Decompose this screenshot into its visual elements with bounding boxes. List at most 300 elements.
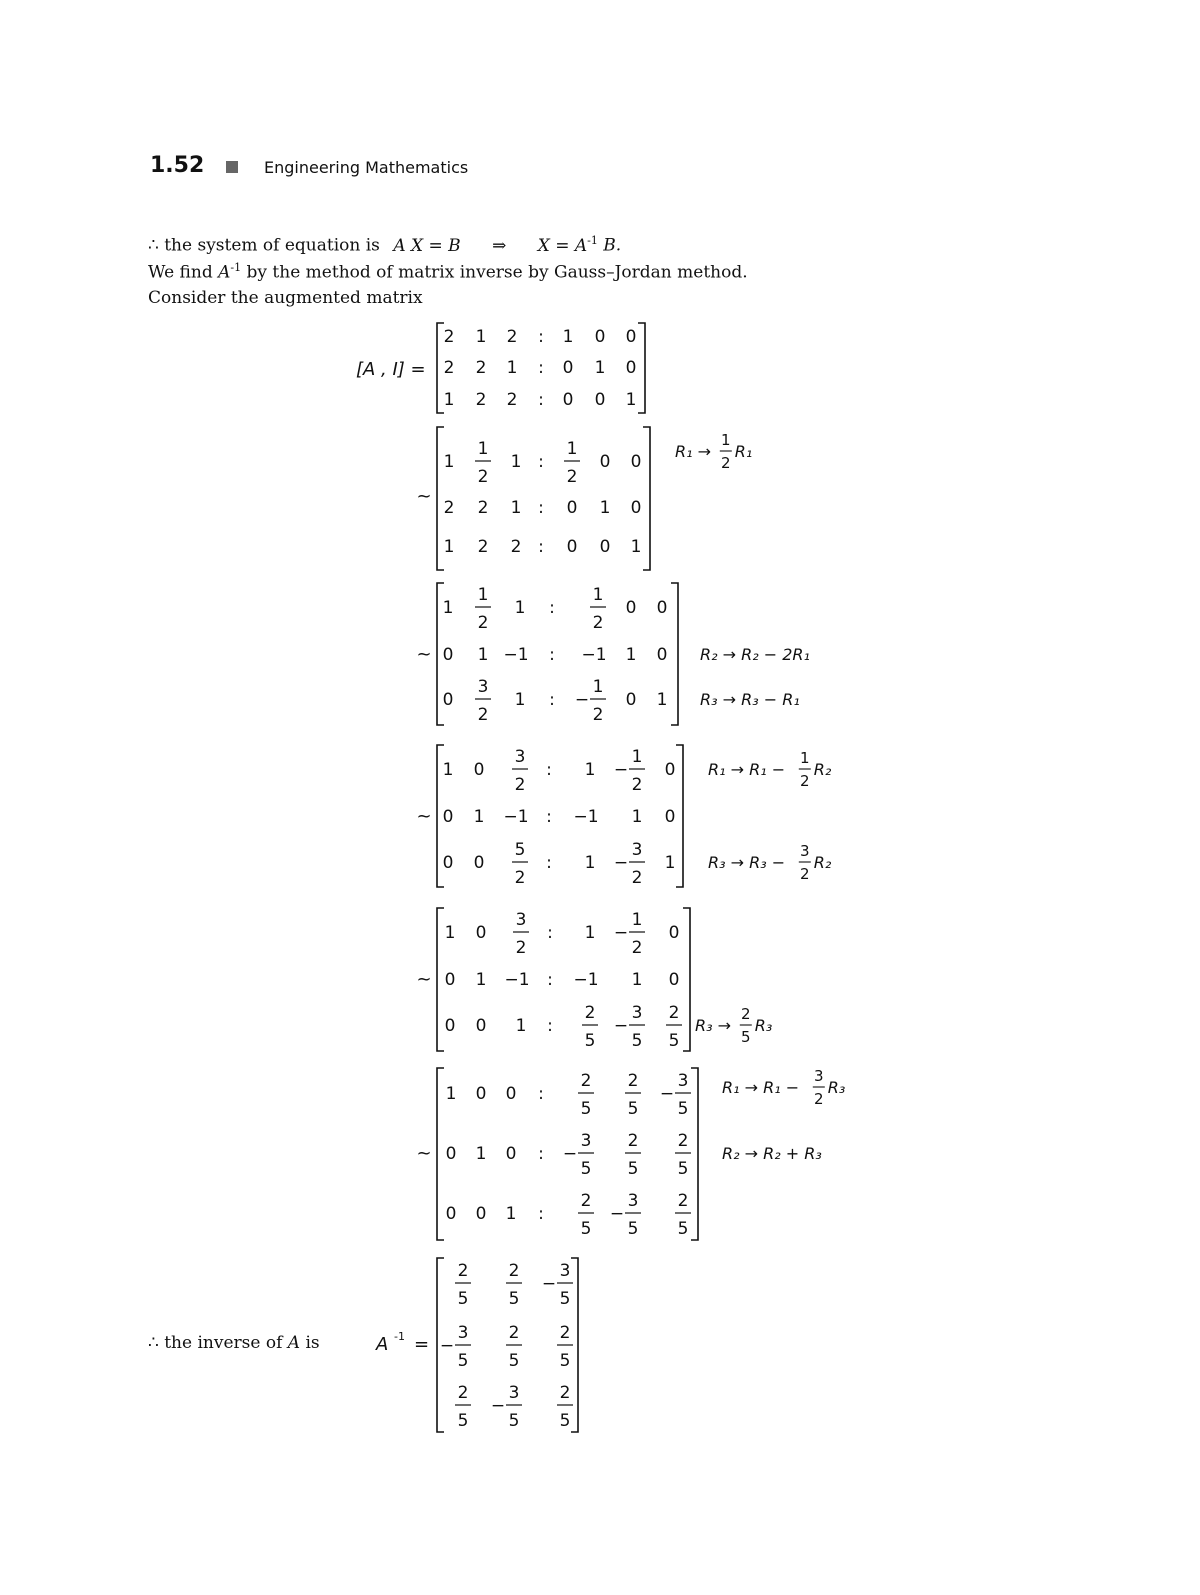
fraction-numerator: 1 xyxy=(477,585,489,605)
matrix-cell xyxy=(614,840,645,888)
inverse-cell xyxy=(440,1323,471,1371)
inverse-cell xyxy=(491,1383,522,1431)
matrix-number: 1 xyxy=(442,760,454,780)
fraction-denominator: 2 xyxy=(566,467,578,487)
fraction-numerator: 3 xyxy=(515,910,527,930)
right-bracket xyxy=(683,908,690,1051)
matrix-cell xyxy=(626,645,637,665)
matrix-cell xyxy=(475,585,491,633)
line2-A: A xyxy=(218,262,231,283)
fraction-numerator: 2 xyxy=(559,1323,571,1343)
matrix-cell xyxy=(506,1204,517,1224)
matrix-cell xyxy=(445,923,456,943)
equivalence-tilde: ~ xyxy=(416,969,432,990)
matrix-number: 1 xyxy=(475,1144,487,1164)
matrix-number: 1 xyxy=(443,390,455,410)
matrix-cell xyxy=(446,1204,457,1224)
row-operation xyxy=(722,1144,822,1163)
matrix-number: 0 xyxy=(594,390,606,410)
matrix-cell xyxy=(573,807,598,827)
matrix-separator: : xyxy=(538,452,544,472)
matrix-separator: : xyxy=(538,498,544,518)
matrix-number: 0 xyxy=(625,690,637,710)
line2-b: by the method of matrix inverse by Gauss–Jordan method. xyxy=(246,262,748,283)
fraction-denominator: 2 xyxy=(477,467,489,487)
matrix-cell xyxy=(478,645,489,665)
matrix-cell xyxy=(444,358,455,378)
right-bracket xyxy=(691,1068,698,1240)
matrix-cell xyxy=(657,645,668,665)
matrix-separator: : xyxy=(547,1016,553,1036)
inverse-is: is xyxy=(305,1333,320,1353)
matrix-cell xyxy=(585,760,596,780)
eq-b: B. xyxy=(603,235,622,256)
matrix-number: 0 xyxy=(599,537,611,557)
matrix-cell xyxy=(503,645,528,665)
fraction-denominator: 2 xyxy=(477,613,489,633)
matrix-cell xyxy=(600,498,611,518)
matrix-number: 0 xyxy=(475,923,487,943)
left-bracket xyxy=(437,1068,444,1240)
fraction-numerator: 1 xyxy=(631,910,643,930)
matrix-cell xyxy=(445,1016,456,1036)
row-op-text: R₃ xyxy=(827,1078,846,1097)
row-operation xyxy=(708,842,832,883)
matrix-number: 0 xyxy=(668,970,680,990)
matrix-separator: : xyxy=(546,760,552,780)
minus-sign: − xyxy=(562,1144,578,1164)
matrix-number: 1 xyxy=(625,645,637,665)
matrix-cell xyxy=(657,598,668,618)
row-op-text: R₂ xyxy=(813,760,832,779)
row-op-text: R₁ → R₁ − xyxy=(708,760,786,779)
matrix-number: 0 xyxy=(473,853,485,873)
matrix-number: 1 xyxy=(630,537,642,557)
matrix-cell xyxy=(595,390,606,410)
matrix-separator: : xyxy=(538,1144,544,1164)
matrix-number: 1 xyxy=(514,598,526,618)
matrix-separator: : xyxy=(549,645,555,665)
fraction-numerator: 2 xyxy=(508,1323,520,1343)
row-operation xyxy=(700,690,800,709)
matrix-cell xyxy=(504,970,529,990)
matrix-number: 1 xyxy=(562,327,574,347)
matrix-number: 2 xyxy=(510,537,522,557)
matrix-number: 0 xyxy=(442,645,454,665)
fraction-numerator: 2 xyxy=(584,1003,596,1023)
matrix-cell xyxy=(626,390,637,410)
matrix-cell xyxy=(506,1084,517,1104)
matrix-number: 1 xyxy=(625,390,637,410)
matrix-separator: : xyxy=(546,807,552,827)
matrix-separator: : xyxy=(538,327,544,347)
fraction-numerator: 3 xyxy=(631,840,643,860)
matrix-number: 1 xyxy=(664,853,676,873)
row-operation xyxy=(675,431,752,472)
fraction-numerator: 2 xyxy=(668,1003,680,1023)
matrix-cell xyxy=(573,970,598,990)
matrix-cell xyxy=(590,585,606,633)
minus-sign: − xyxy=(613,923,629,943)
fraction-denominator: 5 xyxy=(627,1159,639,1179)
matrix-cell xyxy=(578,1191,594,1239)
matrix-cell xyxy=(578,1071,594,1119)
matrix-cell xyxy=(563,358,574,378)
matrix-cell xyxy=(631,498,642,518)
matrix-cell xyxy=(567,537,578,557)
matrix-number: 1 xyxy=(473,807,485,827)
matrix-cell xyxy=(665,807,676,827)
matrix-number: 0 xyxy=(625,358,637,378)
fraction-numerator: 3 xyxy=(627,1191,639,1211)
matrix-number: 0 xyxy=(594,327,606,347)
matrix-number: 0 xyxy=(664,807,676,827)
fraction-denominator: 5 xyxy=(580,1099,592,1119)
row-op-denominator: 5 xyxy=(741,1028,751,1046)
matrix-separator: : xyxy=(549,690,555,710)
matrix-number: −1 xyxy=(503,807,529,827)
fraction-numerator: 2 xyxy=(457,1261,469,1281)
matrix-cell xyxy=(625,1131,641,1179)
matrix-cell xyxy=(444,537,455,557)
matrix-separator: : xyxy=(538,1084,544,1104)
minus-sign: − xyxy=(490,1396,506,1416)
matrix-separator: : xyxy=(538,390,544,410)
fraction-denominator: 5 xyxy=(457,1411,469,1431)
matrix-cell xyxy=(631,452,642,472)
matrix-number: 2 xyxy=(443,358,455,378)
row-op-text: R₃ → R₃ − xyxy=(708,853,786,872)
implies-symbol: ⇒ xyxy=(492,235,507,256)
fraction-denominator: 5 xyxy=(677,1099,689,1119)
matrix-cell xyxy=(444,327,455,347)
matrix-cell xyxy=(476,1084,487,1104)
matrix-number: 0 xyxy=(475,1204,487,1224)
matrix-cell xyxy=(443,807,454,827)
matrix-cell xyxy=(600,537,611,557)
sup-inverse: -1 xyxy=(587,234,598,247)
matrix-cell xyxy=(512,840,528,888)
matrix-cell xyxy=(445,970,456,990)
fraction-denominator: 5 xyxy=(627,1219,639,1239)
eq-x-ainv: X = A xyxy=(537,235,588,256)
matrix-cell xyxy=(444,390,455,410)
matrix-separator: : xyxy=(549,598,555,618)
minus-sign: − xyxy=(659,1084,675,1104)
matrix-number: 2 xyxy=(477,537,489,557)
matrix-cell xyxy=(626,327,637,347)
matrix-cell xyxy=(600,452,611,472)
fraction-denominator: 2 xyxy=(592,705,604,725)
matrix-number: 2 xyxy=(506,327,518,347)
fraction-denominator: 2 xyxy=(514,775,526,795)
row-op-numerator: 3 xyxy=(800,842,810,860)
matrix-cell xyxy=(626,690,637,710)
matrix-number: −1 xyxy=(573,807,599,827)
fraction-numerator: 2 xyxy=(627,1071,639,1091)
matrix-cell xyxy=(595,358,606,378)
matrix-number: −1 xyxy=(581,645,607,665)
fraction-denominator: 5 xyxy=(457,1351,469,1371)
matrix-number: 0 xyxy=(566,498,578,518)
row-op-text: R₃ → R₃ − R₁ xyxy=(700,690,800,709)
matrix-cell xyxy=(511,498,522,518)
matrix-cell xyxy=(625,1071,641,1119)
matrix-cell xyxy=(476,390,487,410)
matrix-number: 1 xyxy=(631,807,643,827)
augmented-lhs-label: [A , I] = xyxy=(356,359,426,380)
matrix-cell xyxy=(669,923,680,943)
fraction-denominator: 5 xyxy=(584,1031,596,1051)
matrix-number: 0 xyxy=(566,537,578,557)
matrix-number: 1 xyxy=(584,853,596,873)
matrix-number: −1 xyxy=(573,970,599,990)
matrix-cell xyxy=(476,1144,487,1164)
matrix-cell xyxy=(564,439,580,487)
inverse-cell xyxy=(557,1323,573,1371)
matrix-number: 2 xyxy=(443,498,455,518)
row-op-text: R₃ xyxy=(754,1016,773,1035)
matrix-cell xyxy=(669,970,680,990)
right-bracket xyxy=(643,427,650,570)
minus-sign: − xyxy=(613,1016,629,1036)
matrix-cell xyxy=(476,1016,487,1036)
matrix-cell xyxy=(515,598,526,618)
fraction-numerator: 2 xyxy=(627,1131,639,1151)
matrix-cell xyxy=(563,390,574,410)
fraction-denominator: 5 xyxy=(559,1411,571,1431)
fraction-denominator: 2 xyxy=(631,938,643,958)
matrix-cell xyxy=(632,807,643,827)
row-op-numerator: 1 xyxy=(721,431,731,449)
matrix-cell xyxy=(507,327,518,347)
matrix-cell xyxy=(595,327,606,347)
line2-a: We find xyxy=(148,262,213,283)
matrix-separator: : xyxy=(538,1204,544,1224)
matrix-number: 1 xyxy=(443,452,455,472)
matrix-cell xyxy=(507,358,518,378)
fraction-denominator: 2 xyxy=(592,613,604,633)
matrix-number: 0 xyxy=(442,853,454,873)
inverse-A: A xyxy=(287,1333,301,1353)
fraction-denominator: 2 xyxy=(514,868,526,888)
matrix-number: 1 xyxy=(445,1084,457,1104)
fraction-numerator: 3 xyxy=(508,1383,520,1403)
matrix-cell xyxy=(476,970,487,990)
fraction-denominator: 2 xyxy=(477,705,489,725)
matrix-cell xyxy=(582,1003,598,1051)
matrix-cell xyxy=(665,760,676,780)
matrix-number: 0 xyxy=(444,970,456,990)
fraction-numerator: 2 xyxy=(559,1383,571,1403)
matrix-cell xyxy=(563,327,574,347)
matrix-cell xyxy=(632,970,643,990)
matrix-number: 1 xyxy=(631,970,643,990)
matrix-cell xyxy=(675,1191,691,1239)
fraction-numerator: 5 xyxy=(514,840,526,860)
row-op-numerator: 2 xyxy=(741,1005,751,1023)
matrix-cell xyxy=(444,452,455,472)
row-operation xyxy=(722,1067,845,1108)
matrix-cell xyxy=(506,1144,517,1164)
fraction-denominator: 5 xyxy=(508,1411,520,1431)
matrix-number: 1 xyxy=(584,760,596,780)
matrix-number: 0 xyxy=(625,327,637,347)
matrix-number: 2 xyxy=(475,390,487,410)
matrix-number: 0 xyxy=(599,452,611,472)
row-op-text: R₁ → xyxy=(675,442,712,461)
inverse-cell xyxy=(506,1323,522,1371)
matrix-cell xyxy=(475,439,491,487)
right-bracket xyxy=(638,323,645,413)
matrix-separator: : xyxy=(538,358,544,378)
matrix-number: −1 xyxy=(504,970,530,990)
fraction-numerator: 2 xyxy=(580,1191,592,1211)
matrix-number: 0 xyxy=(664,760,676,780)
matrix-cell xyxy=(503,807,528,827)
matrix-cell xyxy=(478,498,489,518)
matrix-number: −1 xyxy=(503,645,529,665)
matrix-cell xyxy=(575,677,606,725)
matrix-number: 1 xyxy=(475,327,487,347)
matrix-separator: : xyxy=(547,923,553,943)
matrix-number: 0 xyxy=(444,1016,456,1036)
matrix-cell xyxy=(443,645,454,665)
matrix-number: 0 xyxy=(625,598,637,618)
inverse-equals: = xyxy=(414,1334,430,1355)
fraction-numerator: 1 xyxy=(477,439,489,459)
row-op-text: R₂ → R₂ − 2R₁ xyxy=(700,645,810,664)
fraction-denominator: 2 xyxy=(631,775,643,795)
matrix-cell xyxy=(614,910,645,958)
running-title: Engineering Mathematics xyxy=(264,158,469,177)
fraction-numerator: 3 xyxy=(477,677,489,697)
row-op-denominator: 2 xyxy=(814,1090,824,1108)
matrix-number: 1 xyxy=(442,598,454,618)
matrix-cell xyxy=(626,598,637,618)
fraction-numerator: 3 xyxy=(580,1131,592,1151)
matrix-cell xyxy=(657,690,668,710)
matrix-cell xyxy=(666,1003,682,1051)
fraction-numerator: 1 xyxy=(566,439,578,459)
matrix-cell xyxy=(446,1144,457,1164)
matrix-cell xyxy=(567,498,578,518)
matrix-cell xyxy=(585,923,596,943)
minus-sign: − xyxy=(541,1274,557,1294)
matrix-number: 0 xyxy=(630,498,642,518)
matrix-cell xyxy=(512,747,528,795)
fraction-denominator: 5 xyxy=(677,1219,689,1239)
fraction-denominator: 5 xyxy=(631,1031,643,1051)
eq-ax-b: A X = B xyxy=(393,235,461,256)
equivalence-tilde: ~ xyxy=(416,486,432,507)
row-op-text: R₁ → R₁ − xyxy=(722,1078,800,1097)
fraction-numerator: 1 xyxy=(592,585,604,605)
row-op-text: R₃ → xyxy=(695,1016,732,1035)
matrix-cell xyxy=(585,853,596,873)
minus-sign: − xyxy=(574,690,590,710)
line2-sup: -1 xyxy=(230,261,242,274)
matrix-number: 2 xyxy=(506,390,518,410)
equivalence-tilde: ~ xyxy=(416,806,432,827)
matrix-cell xyxy=(478,537,489,557)
row-op-numerator: 1 xyxy=(800,749,810,767)
minus-sign: − xyxy=(613,853,629,873)
fraction-denominator: 5 xyxy=(457,1289,469,1309)
fraction-denominator: 5 xyxy=(559,1289,571,1309)
matrix-number: 0 xyxy=(656,645,668,665)
augmented-line: Consider the augmented matrix xyxy=(148,288,423,308)
inverse-cell xyxy=(557,1383,573,1431)
matrix-cell xyxy=(665,853,676,873)
matrix-number: 1 xyxy=(510,452,522,472)
matrix-number: 1 xyxy=(477,645,489,665)
matrix-cell xyxy=(511,537,522,557)
matrix-cell xyxy=(444,498,455,518)
matrix-number: 0 xyxy=(473,760,485,780)
matrix-number: 1 xyxy=(514,690,526,710)
row-operation xyxy=(695,1005,772,1046)
row-op-text: R₂ xyxy=(813,853,832,872)
matrix-cell xyxy=(610,1191,641,1239)
inverse-lhs-sup: -1 xyxy=(394,1330,405,1343)
matrix-cell xyxy=(563,1131,594,1179)
matrix-cell xyxy=(513,910,529,958)
row-op-denominator: 2 xyxy=(800,772,810,790)
matrix-number: 0 xyxy=(505,1144,517,1164)
matrix-number: 0 xyxy=(442,807,454,827)
page-number: 1.52 xyxy=(150,153,205,178)
matrix-cell xyxy=(475,677,491,725)
fraction-numerator: 1 xyxy=(592,677,604,697)
fraction-numerator: 2 xyxy=(677,1131,689,1151)
fraction-numerator: 1 xyxy=(631,747,643,767)
matrix-cell xyxy=(474,807,485,827)
right-bracket xyxy=(676,745,683,887)
matrix-number: 2 xyxy=(443,327,455,347)
matrix-number: 1 xyxy=(510,498,522,518)
fraction-denominator: 2 xyxy=(515,938,527,958)
matrix-number: 1 xyxy=(599,498,611,518)
matrix-separator: : xyxy=(547,970,553,990)
matrix-number: 0 xyxy=(656,598,668,618)
right-bracket xyxy=(671,583,678,725)
matrix-cell xyxy=(443,690,454,710)
matrix-number: 0 xyxy=(562,390,574,410)
matrix-cell xyxy=(516,1016,527,1036)
fraction-numerator: 2 xyxy=(580,1071,592,1091)
left-bracket xyxy=(437,908,444,1051)
row-op-denominator: 2 xyxy=(800,865,810,883)
inverse-cell xyxy=(506,1261,522,1309)
fraction-denominator: 5 xyxy=(677,1159,689,1179)
matrix-cell xyxy=(443,853,454,873)
inverse-cell xyxy=(455,1383,471,1431)
inverse-cell xyxy=(455,1261,471,1309)
matrix-cell xyxy=(581,645,606,665)
line1-prefix: ∴ the system of equation is xyxy=(148,235,380,256)
matrix-cell xyxy=(474,760,485,780)
fraction-numerator: 3 xyxy=(514,747,526,767)
matrix-cell xyxy=(626,358,637,378)
matrix-number: 0 xyxy=(442,690,454,710)
inverse-lhs: A xyxy=(376,1334,389,1355)
fraction-denominator: 5 xyxy=(508,1289,520,1309)
matrix-cell xyxy=(515,690,526,710)
matrix-number: 0 xyxy=(505,1084,517,1104)
fraction-denominator: 5 xyxy=(580,1159,592,1179)
fraction-numerator: 3 xyxy=(559,1261,571,1281)
